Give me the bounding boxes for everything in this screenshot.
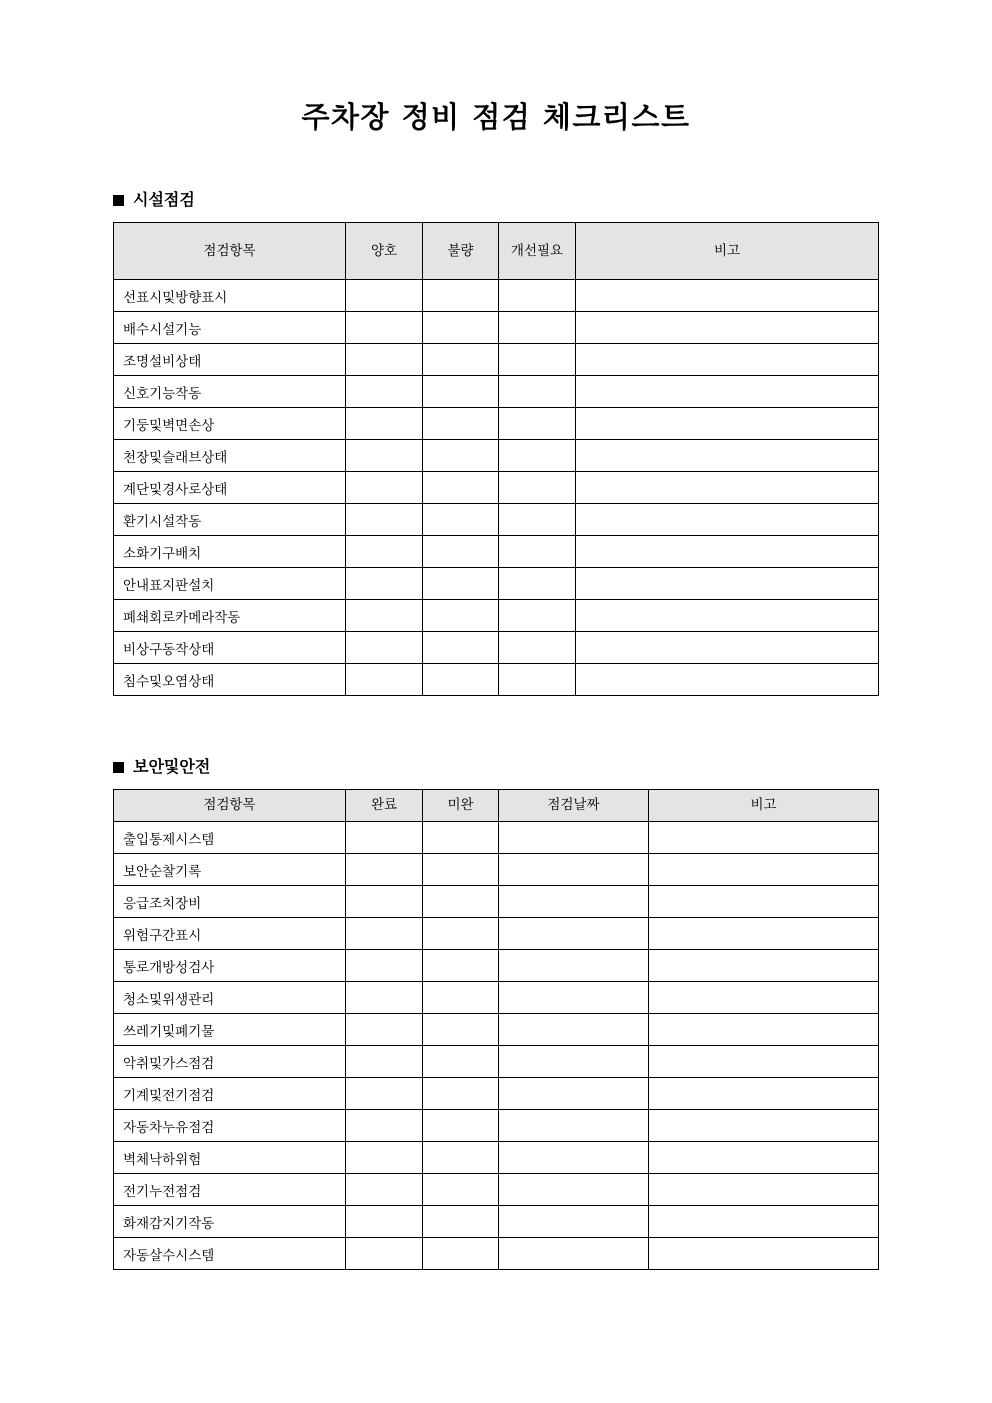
cell-complete[interactable] bbox=[346, 1046, 423, 1078]
cell-defect[interactable] bbox=[423, 600, 499, 632]
table-row bbox=[114, 822, 879, 854]
cell-needs-improvement[interactable] bbox=[499, 312, 576, 344]
table-row bbox=[114, 1078, 879, 1110]
cell-inspection-date[interactable] bbox=[499, 1142, 649, 1174]
table-row bbox=[114, 568, 879, 600]
row-item-label: 폐쇄회로카메라작동 bbox=[114, 600, 346, 632]
cell-remarks[interactable] bbox=[649, 1014, 879, 1046]
cell-remarks[interactable] bbox=[649, 854, 879, 886]
cell-remarks[interactable] bbox=[576, 632, 879, 664]
table-header-row bbox=[114, 790, 879, 822]
cell-good[interactable] bbox=[346, 664, 423, 696]
cell-good[interactable] bbox=[346, 536, 423, 568]
cell-good[interactable] bbox=[346, 504, 423, 536]
table-row bbox=[114, 632, 879, 664]
table-row bbox=[114, 1174, 879, 1206]
table-row bbox=[114, 1142, 879, 1174]
cell-remarks[interactable] bbox=[649, 1174, 879, 1206]
cell-inspection-date[interactable] bbox=[499, 1078, 649, 1110]
table-row bbox=[114, 376, 879, 408]
section-heading-label: 시설점검 bbox=[133, 190, 195, 209]
cell-incomplete[interactable] bbox=[423, 982, 499, 1014]
cell-needs-improvement[interactable] bbox=[499, 600, 576, 632]
table-row bbox=[114, 344, 879, 376]
table-row bbox=[114, 536, 879, 568]
table-row bbox=[114, 1238, 879, 1270]
row-item-label: 응급조치장비 bbox=[114, 886, 346, 918]
column-header-incomplete: 미완 bbox=[423, 790, 499, 822]
column-header-remarks: 비고 bbox=[576, 223, 879, 280]
cell-inspection-date[interactable] bbox=[499, 918, 649, 950]
cell-inspection-date[interactable] bbox=[499, 1238, 649, 1270]
cell-needs-improvement[interactable] bbox=[499, 632, 576, 664]
cell-inspection-date[interactable] bbox=[499, 822, 649, 854]
cell-complete[interactable] bbox=[346, 1078, 423, 1110]
cell-needs-improvement[interactable] bbox=[499, 280, 576, 312]
column-header-item: 점검항목 bbox=[114, 790, 346, 822]
cell-inspection-date[interactable] bbox=[499, 854, 649, 886]
row-item-label: 안내표지판설치 bbox=[114, 568, 346, 600]
column-header-remarks: 비고 bbox=[649, 790, 879, 822]
row-item-label: 악취및가스점검 bbox=[114, 1046, 346, 1078]
cell-defect[interactable] bbox=[423, 312, 499, 344]
cell-remarks[interactable] bbox=[576, 472, 879, 504]
cell-good[interactable] bbox=[346, 632, 423, 664]
table-row bbox=[114, 664, 879, 696]
cell-incomplete[interactable] bbox=[423, 918, 499, 950]
cell-remarks[interactable] bbox=[649, 918, 879, 950]
cell-complete[interactable] bbox=[346, 1206, 423, 1238]
cell-remarks[interactable] bbox=[649, 886, 879, 918]
page-title: 주차장 정비 점검 체크리스트 bbox=[301, 100, 691, 134]
cell-remarks[interactable] bbox=[576, 440, 879, 472]
row-item-label: 보안순찰기록 bbox=[114, 854, 346, 886]
cell-incomplete[interactable] bbox=[423, 1110, 499, 1142]
row-item-label: 위험구간표시 bbox=[114, 918, 346, 950]
section-security-safety bbox=[113, 759, 878, 1270]
cell-complete[interactable] bbox=[346, 1014, 423, 1046]
cell-incomplete[interactable] bbox=[423, 886, 499, 918]
cell-inspection-date[interactable] bbox=[499, 1110, 649, 1142]
cell-good[interactable] bbox=[346, 376, 423, 408]
cell-remarks[interactable] bbox=[649, 822, 879, 854]
cell-complete[interactable] bbox=[346, 918, 423, 950]
column-header-defect: 불량 bbox=[423, 223, 499, 280]
row-item-label: 자동차누유점검 bbox=[114, 1110, 346, 1142]
filled-square-bullet-icon bbox=[113, 195, 124, 206]
cell-inspection-date[interactable] bbox=[499, 1206, 649, 1238]
table-row bbox=[114, 280, 879, 312]
section-heading-security bbox=[113, 759, 878, 775]
cell-remarks[interactable] bbox=[576, 312, 879, 344]
cell-inspection-date[interactable] bbox=[499, 1046, 649, 1078]
cell-complete[interactable] bbox=[346, 950, 423, 982]
cell-remarks[interactable] bbox=[649, 1206, 879, 1238]
row-item-label: 침수및오염상태 bbox=[114, 664, 346, 696]
row-item-label: 화재감지기작동 bbox=[114, 1206, 346, 1238]
cell-defect[interactable] bbox=[423, 344, 499, 376]
cell-remarks[interactable] bbox=[576, 664, 879, 696]
cell-remarks[interactable] bbox=[649, 1078, 879, 1110]
cell-complete[interactable] bbox=[346, 854, 423, 886]
cell-remarks[interactable] bbox=[576, 280, 879, 312]
cell-remarks[interactable] bbox=[576, 344, 879, 376]
table-row bbox=[114, 886, 879, 918]
cell-incomplete[interactable] bbox=[423, 950, 499, 982]
row-item-label: 천장및슬래브상태 bbox=[114, 440, 346, 472]
cell-incomplete[interactable] bbox=[423, 1142, 499, 1174]
table-row bbox=[114, 472, 879, 504]
cell-defect[interactable] bbox=[423, 664, 499, 696]
cell-defect[interactable] bbox=[423, 408, 499, 440]
cell-good[interactable] bbox=[346, 280, 423, 312]
cell-complete[interactable] bbox=[346, 1110, 423, 1142]
cell-remarks[interactable] bbox=[576, 568, 879, 600]
cell-complete[interactable] bbox=[346, 822, 423, 854]
row-item-label: 신호기능작동 bbox=[114, 376, 346, 408]
cell-good[interactable] bbox=[346, 344, 423, 376]
cell-remarks[interactable] bbox=[649, 950, 879, 982]
facility-inspection-table bbox=[113, 222, 879, 696]
cell-inspection-date[interactable] bbox=[499, 950, 649, 982]
cell-good[interactable] bbox=[346, 472, 423, 504]
row-item-label: 배수시설기능 bbox=[114, 312, 346, 344]
cell-remarks[interactable] bbox=[576, 504, 879, 536]
table-row bbox=[114, 854, 879, 886]
cell-defect[interactable] bbox=[423, 536, 499, 568]
cell-complete[interactable] bbox=[346, 982, 423, 1014]
row-item-label: 비상구동작상태 bbox=[114, 632, 346, 664]
cell-incomplete[interactable] bbox=[423, 1014, 499, 1046]
cell-needs-improvement[interactable] bbox=[499, 472, 576, 504]
cell-needs-improvement[interactable] bbox=[499, 664, 576, 696]
table-row bbox=[114, 440, 879, 472]
table-row bbox=[114, 504, 879, 536]
table-row bbox=[114, 1014, 879, 1046]
filled-square-bullet-icon bbox=[113, 762, 124, 773]
security-safety-table bbox=[113, 789, 879, 1270]
cell-defect[interactable] bbox=[423, 504, 499, 536]
cell-needs-improvement[interactable] bbox=[499, 568, 576, 600]
cell-remarks[interactable] bbox=[649, 1238, 879, 1270]
cell-remarks[interactable] bbox=[576, 600, 879, 632]
cell-defect[interactable] bbox=[423, 472, 499, 504]
row-item-label: 선표시및방향표시 bbox=[114, 280, 346, 312]
cell-incomplete[interactable] bbox=[423, 1174, 499, 1206]
table-row bbox=[114, 600, 879, 632]
row-item-label: 출입통제시스템 bbox=[114, 822, 346, 854]
table-row bbox=[114, 408, 879, 440]
cell-incomplete[interactable] bbox=[423, 854, 499, 886]
table-row bbox=[114, 1110, 879, 1142]
cell-remarks[interactable] bbox=[576, 376, 879, 408]
row-item-label: 계단및경사로상태 bbox=[114, 472, 346, 504]
cell-needs-improvement[interactable] bbox=[499, 376, 576, 408]
row-item-label: 전기누전점검 bbox=[114, 1174, 346, 1206]
cell-needs-improvement[interactable] bbox=[499, 536, 576, 568]
cell-needs-improvement[interactable] bbox=[499, 504, 576, 536]
row-item-label: 환기시설작동 bbox=[114, 504, 346, 536]
cell-complete[interactable] bbox=[346, 886, 423, 918]
row-item-label: 청소및위생관리 bbox=[114, 982, 346, 1014]
cell-defect[interactable] bbox=[423, 280, 499, 312]
cell-complete[interactable] bbox=[346, 1174, 423, 1206]
cell-defect[interactable] bbox=[423, 440, 499, 472]
cell-good[interactable] bbox=[346, 408, 423, 440]
cell-incomplete[interactable] bbox=[423, 1078, 499, 1110]
column-header-needs-improvement: 개선필요 bbox=[499, 223, 576, 280]
cell-remarks[interactable] bbox=[649, 982, 879, 1014]
column-header-complete: 완료 bbox=[346, 790, 423, 822]
row-item-label: 벽체낙하위험 bbox=[114, 1142, 346, 1174]
security-safety-body bbox=[114, 822, 879, 1270]
cell-needs-improvement[interactable] bbox=[499, 440, 576, 472]
cell-inspection-date[interactable] bbox=[499, 982, 649, 1014]
cell-remarks[interactable] bbox=[576, 536, 879, 568]
cell-remarks[interactable] bbox=[576, 408, 879, 440]
row-item-label: 소화기구배치 bbox=[114, 536, 346, 568]
row-item-label: 기둥및벽면손상 bbox=[114, 408, 346, 440]
table-row bbox=[114, 1206, 879, 1238]
cell-incomplete[interactable] bbox=[423, 1238, 499, 1270]
cell-needs-improvement[interactable] bbox=[499, 344, 576, 376]
table-row bbox=[114, 1046, 879, 1078]
cell-good[interactable] bbox=[346, 600, 423, 632]
section-facility-inspection bbox=[113, 192, 878, 696]
cell-incomplete[interactable] bbox=[423, 1206, 499, 1238]
cell-remarks[interactable] bbox=[649, 1046, 879, 1078]
cell-good[interactable] bbox=[346, 440, 423, 472]
cell-complete[interactable] bbox=[346, 1142, 423, 1174]
column-header-item: 점검항목 bbox=[114, 223, 346, 280]
cell-good[interactable] bbox=[346, 312, 423, 344]
cell-remarks[interactable] bbox=[649, 1110, 879, 1142]
section-heading-label: 보안및안전 bbox=[133, 757, 211, 776]
row-item-label: 자동살수시스템 bbox=[114, 1238, 346, 1270]
cell-defect[interactable] bbox=[423, 376, 499, 408]
section-heading-facility bbox=[113, 192, 878, 208]
table-row bbox=[114, 982, 879, 1014]
cell-inspection-date[interactable] bbox=[499, 886, 649, 918]
cell-defect[interactable] bbox=[423, 632, 499, 664]
cell-incomplete[interactable] bbox=[423, 822, 499, 854]
table-row bbox=[114, 950, 879, 982]
cell-defect[interactable] bbox=[423, 568, 499, 600]
cell-good[interactable] bbox=[346, 568, 423, 600]
row-item-label: 조명설비상태 bbox=[114, 344, 346, 376]
cell-needs-improvement[interactable] bbox=[499, 408, 576, 440]
cell-inspection-date[interactable] bbox=[499, 1174, 649, 1206]
table-header-row bbox=[114, 223, 879, 280]
row-item-label: 통로개방성검사 bbox=[114, 950, 346, 982]
cell-remarks[interactable] bbox=[649, 1142, 879, 1174]
column-header-good: 양호 bbox=[346, 223, 423, 280]
facility-inspection-body bbox=[114, 280, 879, 696]
table-row bbox=[114, 918, 879, 950]
column-header-inspection-date: 점검날짜 bbox=[499, 790, 649, 822]
cell-complete[interactable] bbox=[346, 1238, 423, 1270]
cell-inspection-date[interactable] bbox=[499, 1014, 649, 1046]
row-item-label: 기계및전기점검 bbox=[114, 1078, 346, 1110]
table-row bbox=[114, 312, 879, 344]
row-item-label: 쓰레기및폐기물 bbox=[114, 1014, 346, 1046]
cell-incomplete[interactable] bbox=[423, 1046, 499, 1078]
